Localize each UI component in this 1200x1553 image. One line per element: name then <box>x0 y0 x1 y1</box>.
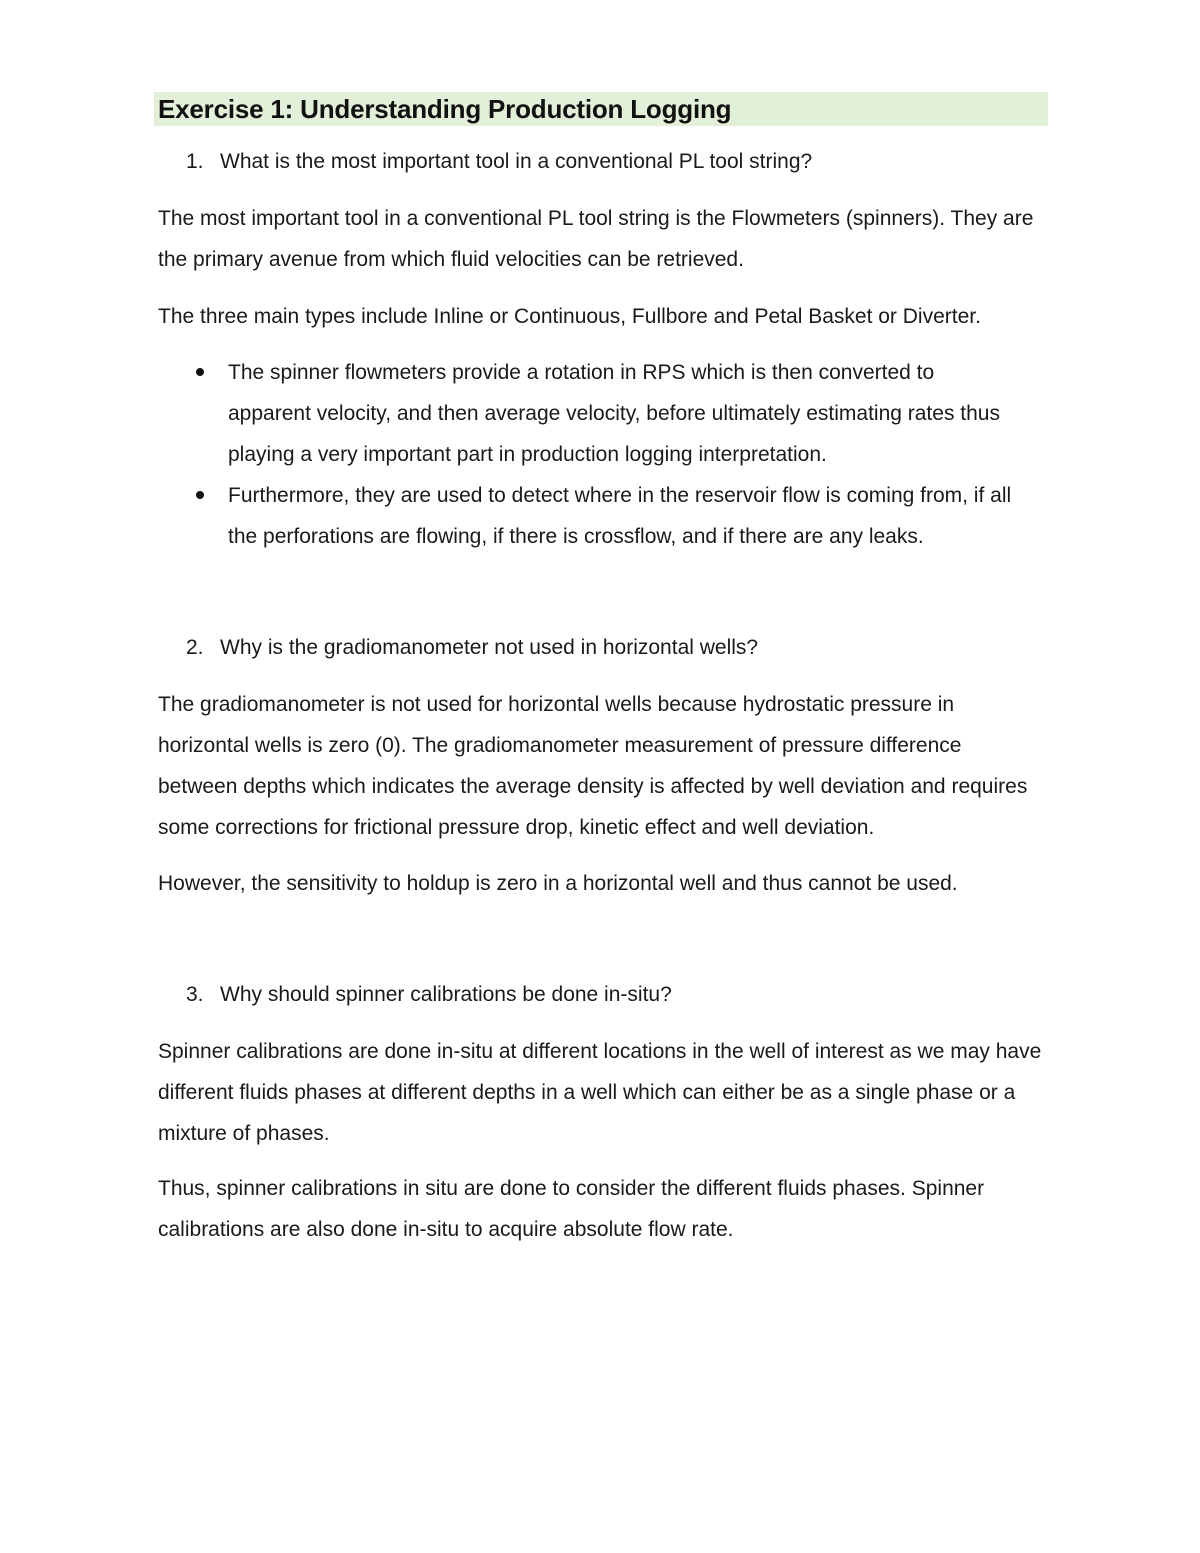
question-3-number: 3. <box>186 983 204 1006</box>
bullet-icon <box>196 368 204 376</box>
question-2-number: 2. <box>186 636 204 659</box>
bullet-item <box>228 352 1018 475</box>
bullet-item <box>228 475 1018 557</box>
question-1-number: 1. <box>186 150 204 173</box>
answer-3-paragraph-2: Thus, spinner calibrations in situ are done to consider the different fluids phases. Spinner calibrations are also done in-situ to acquire absolute flow rate. <box>158 1177 985 1241</box>
answer-3-paragraph-1: Spinner calibrations are done in-situ at different locations in the well of interest as we may have different fluids phases at different depths in a well which can either be as a single phase or a mixture of phases. <box>158 1040 1042 1145</box>
answer-1-paragraph-1: The most important tool in a conventional PL tool string is the Flowmeters (spinners). They are the primary avenue from which fluid velocities can be retrieved. <box>158 207 1034 271</box>
question-3-text: Why should spinner calibrations be done in-situ? <box>220 983 672 1006</box>
document-page <box>158 92 1048 1250</box>
bullet-icon <box>196 491 204 499</box>
exercise-heading: Exercise 1: Understanding Production Logging <box>154 92 1048 126</box>
answer-2-paragraph-2: However, the sensitivity to holdup is zero in a horizontal well and thus cannot be used. <box>158 872 958 895</box>
question-2-text: Why is the gradiomanometer not used in horizontal wells? <box>220 636 759 659</box>
answer-1-bullet-list <box>158 352 1018 557</box>
question-3 <box>158 975 1048 1015</box>
bullet-text: The spinner flowmeters provide a rotation in RPS which is then converted to apparent velocity, and then average velocity, before ultimately estimating rates thus playing a very important part in production logging interpretation. <box>228 361 1000 466</box>
answer-2-paragraph-1: The gradiomanometer is not used for horizontal wells because hydrostatic pressure in horizontal wells is zero (0). The gradiomanometer measurement of pressure difference between depths which indicates the average density is affected by well deviation and requires some corrections for frictional pressure drop, kinetic effect and well deviation. <box>158 693 1028 839</box>
answer-1-paragraph-2: The three main types include Inline or Continuous, Fullbore and Petal Basket or Diverter. <box>158 305 981 328</box>
question-1 <box>158 142 1048 182</box>
question-2 <box>158 628 1048 668</box>
bullet-text: Furthermore, they are used to detect where in the reservoir flow is coming from, if all the perforations are flowing, if there is crossflow, and if there are any leaks. <box>228 484 1012 548</box>
question-1-text: What is the most important tool in a conventional PL tool string? <box>220 150 813 173</box>
